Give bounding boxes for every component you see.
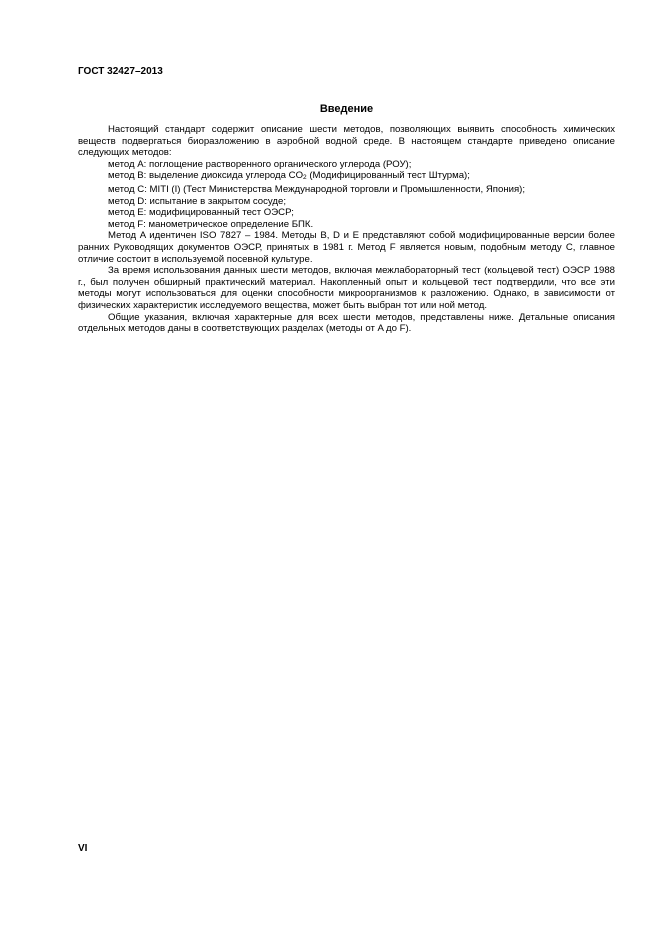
general-guidance-paragraph: Общие указания, включая характерные для всех шести методов, представлены ниже. Детальные описания отдельных методов даны в соответствующих разделах (методы от A до F). [78,311,615,335]
method-a-item: метод A: поглощение растворенного органического углерода (РОУ); [108,158,412,170]
experience-paragraph: За время использования данных шести методов, включая межлабораторный тест (кольцевой тест) ОЭСР 1988 г., был получен обширный практический материал. Накопленный опыт и кольцевой тест подтвердили, что все эти методы могут использоваться для оценки способности микроорганизмов к разложению. Однако, в зависимости от физических характеристик исследуемого вещества, может быть выбран тот или ной метод. [78,265,615,311]
document-body [78,124,615,335]
method-e-item: метод E: модифицированный тест ОЭСР; [108,207,294,219]
intro-paragraph: Настоящий стандарт содержит описание шести методов, позволяющих выявить способность химических веществ подвергаться биоразложению в аэробной водной среде. В настоящем стандарте приведено описание следующих методов: [78,124,615,159]
method-b-text-end: (Модифицированный тест Штурма); [306,170,470,182]
method-b-subscript: 2 [303,174,307,182]
method-f-item: метод F: манометрическое определение БПК. [108,218,314,230]
method-origin-paragraph: Метод A идентичен ISO 7827 – 1984. Методы B, D и E представляют собой модифицированные версии более ранних Руководящих документов ОЭСР, принятых в 1981 г. Метод F является новым, подобным методу C, главное отличие состоит в используемой посевной культуре. [78,230,615,265]
section-title: Введение [319,103,374,115]
method-b-item [78,170,615,184]
method-c-item: метод C: MITI (I) (Тест Министерства Международной торговли и Промышленности, Япония); [108,183,526,195]
page-number: VI [78,843,88,854]
document-code: ГОСТ 32427–2013 [78,66,163,77]
method-b-text: метод B: выделение диоксида углерода CO [108,170,304,182]
method-d-item: метод D: испытание в закрытом сосуде; [108,195,286,207]
